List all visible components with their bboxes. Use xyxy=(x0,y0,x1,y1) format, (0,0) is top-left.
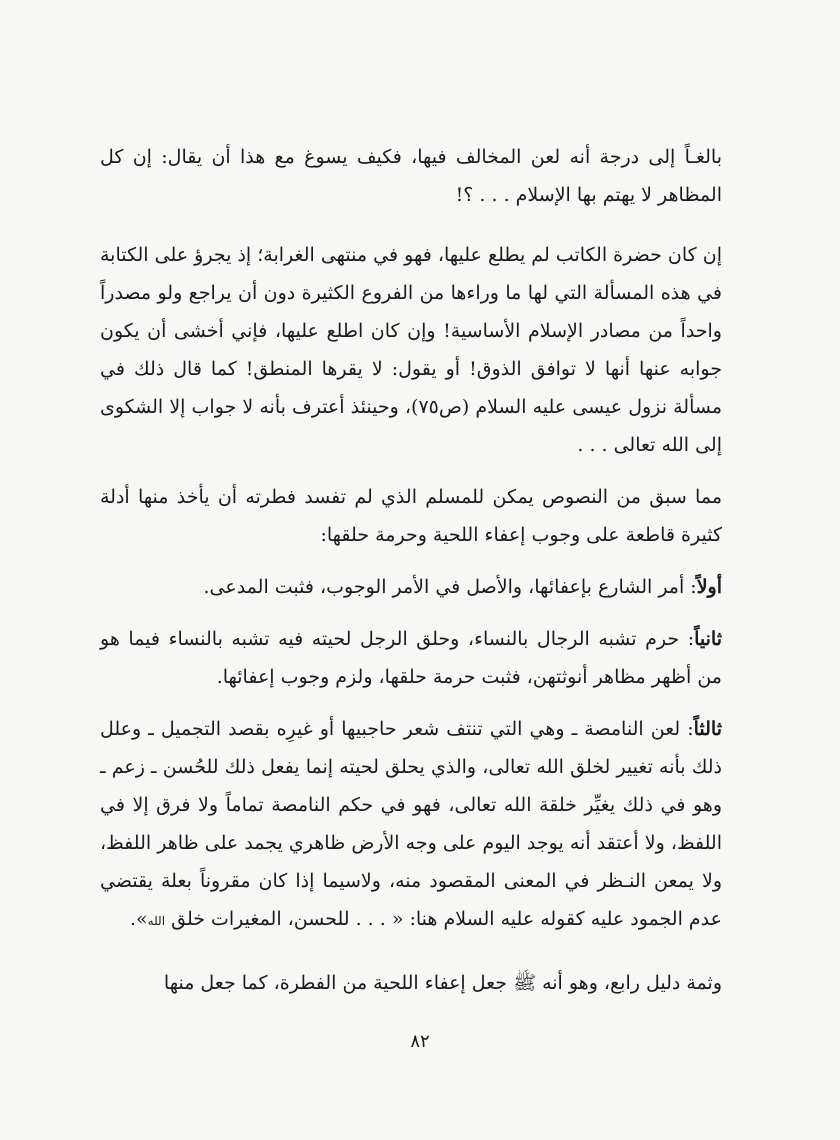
paragraph-evidence-intro: مما سبق من النصوص يمكن للمسلم الذي لم تفسد فطرته أن يأخذ منها أدلة كثيرة قاطعة على وجوب إعفاء اللحية وحرمة حلقها: xyxy=(100,486,722,546)
point-first-lead: أولاً xyxy=(696,576,722,598)
page-body xyxy=(100,138,722,1002)
point-third-lead: ثالثاً xyxy=(693,718,722,740)
point-third-text: : لعن النامصة ـ وهي التي تنتف شعر حاجبيها أو غيرِه بقصد التجميل ـ وعلل ذلك بأنه تغيير لخلق الله تعالى، والذي يحلق لحيته إنما يفعل ذلك للحُسن ـ زعم ـ وهو في ذلك يغيِّر خلقة الله تعالى، فهو في حكم النامصة تماماً ولا فرق إلا في اللفظ، ولا أعتقد أنه يوجد اليوم على وجه الأرض ظاهري يجمد على ظاهر اللفظ، ولا يمعن النـظر في المعنى المقصود منه، ولاسيما إذا كان مقروناً بعلة يقتضي عدم الجمود عليه كقوله عليه السلام هنا: « . . . للحسن، المغيرات خلق xyxy=(100,718,722,930)
quote-close: ». xyxy=(129,908,148,930)
point-second-text: : حرم تشبه الرجال بالنساء، وحلق الرجل لحيته فيه تشبه بالنساء فيما هو من أظهر مظاهر أنوثتهن، فثبت حرمة حلقها، ولزم وجوب إعفائها. xyxy=(100,628,722,688)
page-number: ٨٢ xyxy=(410,1031,430,1052)
paragraph-continuation: بالغـاً إلى درجة أنه لعن المخالف فيها، فكيف يسوغ مع هذا أن يقال: إن كل المظاهر لا يهتم بها الإسلام . . . ؟! xyxy=(100,146,722,206)
point-second xyxy=(100,620,722,696)
point-second-lead: ثانياً xyxy=(694,628,722,650)
point-first-text: : أمر الشارع بإعفائها، والأصل في الأمر الوجوب، فثبت المدعى. xyxy=(203,576,697,598)
paragraph-fourth-evidence: وثمة دليل رابع، وهو أنه ﷺ جعل إعفاء اللحية من الفطرة، كما جعل منها xyxy=(163,972,722,994)
quote-tail-word: الله xyxy=(147,914,166,928)
point-third xyxy=(100,710,722,940)
paragraph-writer-critique: إن كان حضرة الكاتب لم يطلع عليها، فهو في منتهى الغرابة؛ إذ يجرؤ على الكتابة في هذه المسألة التي لها ما وراءها من الفروع الكثيرة دون أن يراجع ولو مصدراً واحداً من مصادر الإسلام الأساسية! وإن كان اطلع عليها، فإني أخشى أن يكون جوابه عنها أنها لا توافق الذوق! أو يقول: لا يقرها المنطق! كما قال ذلك في مسألة نزول عيسى عليه السلام (ص٧٥)، وحينئذ أعترف بأنه لا جواب إلا الشكوى إلى الله تعالى . . . xyxy=(100,244,723,456)
point-first xyxy=(100,568,722,606)
